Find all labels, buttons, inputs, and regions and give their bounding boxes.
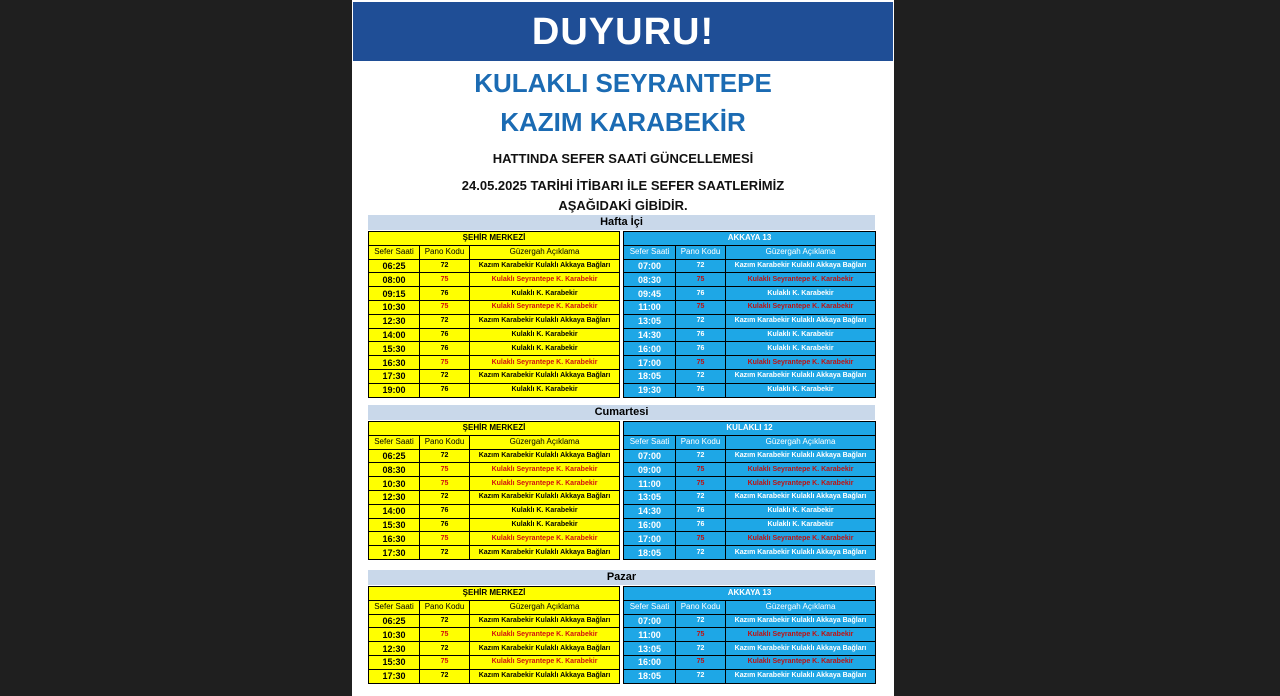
cell-code: 72 <box>420 314 470 328</box>
cell-code: 75 <box>420 477 470 491</box>
cell-desc: Kulaklı K. Karabekir <box>470 328 620 342</box>
cell-time: 09:15 <box>369 287 420 301</box>
column-header-code: Pano Kodu <box>420 600 470 614</box>
cell-desc: Kulaklı Seyrantepe K. Karabekir <box>726 356 876 370</box>
table-header-row <box>624 422 876 436</box>
cell-time: 16:30 <box>369 532 420 546</box>
cell-time: 08:30 <box>624 273 676 287</box>
effective-date-line2: AŞAĞIDAKİ GİBİDİR. <box>558 198 688 213</box>
cell-time: 07:00 <box>624 259 676 273</box>
table-row <box>624 518 876 532</box>
section-title: Cumartesi <box>368 405 875 420</box>
cell-code: 72 <box>676 449 726 463</box>
column-header-code: Pano Kodu <box>676 245 726 259</box>
table-row <box>369 287 620 301</box>
table-row <box>369 655 620 669</box>
cell-code: 72 <box>676 669 726 683</box>
table-row <box>624 628 876 642</box>
cell-time: 11:00 <box>624 628 676 642</box>
cell-desc: Kulaklı Seyrantepe K. Karabekir <box>726 463 876 477</box>
table-row <box>369 369 620 383</box>
cell-code: 75 <box>676 477 726 491</box>
table-row <box>624 477 876 491</box>
table-origin-header: KULAKLI 12 <box>624 422 876 436</box>
column-header-row <box>624 245 876 259</box>
cell-time: 17:30 <box>369 669 420 683</box>
cell-desc: Kazım Karabekir Kulaklı Akkaya Bağları <box>726 314 876 328</box>
table-origin-header: ŞEHİR MERKEZİ <box>369 422 620 436</box>
cell-code: 72 <box>676 614 726 628</box>
cell-code: 75 <box>676 628 726 642</box>
cell-time: 12:30 <box>369 642 420 656</box>
table-row <box>369 342 620 356</box>
cell-code: 76 <box>676 342 726 356</box>
table-row <box>369 477 620 491</box>
table-origin-header: ŞEHİR MERKEZİ <box>369 587 620 601</box>
column-header-row <box>369 245 620 259</box>
cell-time: 11:00 <box>624 300 676 314</box>
cell-code: 75 <box>676 300 726 314</box>
cell-desc: Kulaklı Seyrantepe K. Karabekir <box>470 477 620 491</box>
cell-code: 75 <box>420 463 470 477</box>
schedule-table-destination <box>623 231 876 398</box>
cell-desc: Kulaklı K. Karabekir <box>726 518 876 532</box>
cell-time: 17:30 <box>369 369 420 383</box>
cell-time: 17:00 <box>624 532 676 546</box>
cell-desc: Kulaklı Seyrantepe K. Karabekir <box>726 628 876 642</box>
cell-desc: Kulaklı Seyrantepe K. Karabekir <box>470 356 620 370</box>
cell-code: 76 <box>676 383 726 397</box>
schedule-table-destination <box>623 586 876 684</box>
table-row <box>624 449 876 463</box>
column-header-time: Sefer Saati <box>369 435 420 449</box>
cell-desc: Kazım Karabekir Kulaklı Akkaya Bağları <box>470 614 620 628</box>
table-row <box>624 546 876 560</box>
cell-desc: Kulaklı Seyrantepe K. Karabekir <box>470 532 620 546</box>
table-row <box>624 669 876 683</box>
schedule-table-sehir-merkezi <box>368 231 620 398</box>
table-row <box>369 532 620 546</box>
cell-code: 72 <box>676 259 726 273</box>
table-origin-header: AKKAYA 13 <box>624 232 876 246</box>
cell-code: 76 <box>676 287 726 301</box>
cell-desc: Kazım Karabekir Kulaklı Akkaya Bağları <box>726 449 876 463</box>
cell-code: 75 <box>676 356 726 370</box>
table-row <box>369 642 620 656</box>
cell-desc: Kulaklı Seyrantepe K. Karabekir <box>726 273 876 287</box>
cell-desc: Kazım Karabekir Kulaklı Akkaya Bağları <box>726 259 876 273</box>
column-header-desc: Güzergah Açıklama <box>470 435 620 449</box>
cell-code: 76 <box>420 383 470 397</box>
table-row <box>369 669 620 683</box>
table-row <box>624 287 876 301</box>
cell-time: 13:05 <box>624 642 676 656</box>
cell-desc: Kulaklı K. Karabekir <box>726 287 876 301</box>
cell-desc: Kazım Karabekir Kulaklı Akkaya Bağları <box>470 259 620 273</box>
table-header-row <box>369 422 620 436</box>
cell-desc: Kulaklı K. Karabekir <box>470 342 620 356</box>
cell-desc: Kulaklı K. Karabekir <box>726 328 876 342</box>
cell-desc: Kulaklı K. Karabekir <box>470 504 620 518</box>
announcement-banner: DUYURU! <box>353 2 893 61</box>
section-title: Hafta İçi <box>368 215 875 230</box>
cell-code: 76 <box>420 342 470 356</box>
cell-time: 14:00 <box>369 504 420 518</box>
table-row <box>624 328 876 342</box>
cell-time: 15:30 <box>369 342 420 356</box>
route-title-line1: KULAKLI SEYRANTEPE <box>474 68 772 98</box>
cell-time: 14:00 <box>369 328 420 342</box>
cell-time: 06:25 <box>369 614 420 628</box>
column-header-time: Sefer Saati <box>624 245 676 259</box>
cell-code: 72 <box>420 449 470 463</box>
cell-time: 14:30 <box>624 328 676 342</box>
cell-time: 15:30 <box>369 655 420 669</box>
cell-desc: Kulaklı K. Karabekir <box>726 383 876 397</box>
cell-time: 13:05 <box>624 490 676 504</box>
table-row <box>624 300 876 314</box>
cell-time: 15:30 <box>369 518 420 532</box>
cell-code: 76 <box>420 328 470 342</box>
column-header-desc: Güzergah Açıklama <box>470 600 620 614</box>
table-row <box>624 259 876 273</box>
cell-time: 16:00 <box>624 518 676 532</box>
table-row <box>624 504 876 518</box>
table-row <box>624 490 876 504</box>
cell-time: 13:05 <box>624 314 676 328</box>
cell-desc: Kazım Karabekir Kulaklı Akkaya Bağları <box>470 449 620 463</box>
cell-desc: Kulaklı K. Karabekir <box>726 504 876 518</box>
column-header-time: Sefer Saati <box>624 600 676 614</box>
cell-code: 72 <box>676 490 726 504</box>
table-row <box>624 314 876 328</box>
cell-time: 09:00 <box>624 463 676 477</box>
section-title: Pazar <box>368 570 875 585</box>
column-header-row <box>369 435 620 449</box>
cell-time: 14:30 <box>624 504 676 518</box>
table-row <box>369 614 620 628</box>
table-row <box>369 504 620 518</box>
cell-time: 19:30 <box>624 383 676 397</box>
cell-code: 72 <box>420 669 470 683</box>
cell-time: 08:30 <box>369 463 420 477</box>
cell-time: 16:00 <box>624 655 676 669</box>
cell-code: 76 <box>676 328 726 342</box>
cell-code: 75 <box>420 300 470 314</box>
table-row <box>624 642 876 656</box>
cell-code: 72 <box>420 259 470 273</box>
cell-time: 06:25 <box>369 449 420 463</box>
cell-code: 76 <box>676 518 726 532</box>
cell-time: 19:00 <box>369 383 420 397</box>
cell-desc: Kazım Karabekir Kulaklı Akkaya Bağları <box>726 546 876 560</box>
table-row <box>624 369 876 383</box>
cell-code: 75 <box>420 273 470 287</box>
table-row <box>369 449 620 463</box>
column-header-code: Pano Kodu <box>420 245 470 259</box>
table-row <box>624 383 876 397</box>
table-row <box>624 463 876 477</box>
table-header-row <box>624 587 876 601</box>
table-row <box>369 383 620 397</box>
cell-desc: Kazım Karabekir Kulaklı Akkaya Bağları <box>470 490 620 504</box>
column-header-time: Sefer Saati <box>369 245 420 259</box>
cell-code: 75 <box>420 532 470 546</box>
cell-code: 72 <box>420 490 470 504</box>
cell-code: 76 <box>676 504 726 518</box>
schedule-table-sehir-merkezi <box>368 421 620 560</box>
table-row <box>369 546 620 560</box>
cell-code: 72 <box>676 642 726 656</box>
column-header-desc: Güzergah Açıklama <box>726 245 876 259</box>
column-header-time: Sefer Saati <box>624 435 676 449</box>
cell-time: 17:00 <box>624 356 676 370</box>
cell-desc: Kazım Karabekir Kulaklı Akkaya Bağları <box>726 642 876 656</box>
cell-desc: Kazım Karabekir Kulaklı Akkaya Bağları <box>726 369 876 383</box>
table-row <box>369 314 620 328</box>
column-header-desc: Güzergah Açıklama <box>726 600 876 614</box>
cell-code: 75 <box>676 655 726 669</box>
cell-code: 72 <box>420 642 470 656</box>
cell-time: 18:05 <box>624 546 676 560</box>
cell-desc: Kazım Karabekir Kulaklı Akkaya Bağları <box>470 546 620 560</box>
table-origin-header: AKKAYA 13 <box>624 587 876 601</box>
table-row <box>369 356 620 370</box>
table-row <box>624 532 876 546</box>
table-row <box>624 273 876 287</box>
cell-code: 75 <box>676 273 726 287</box>
cell-time: 07:00 <box>624 449 676 463</box>
column-header-row <box>624 435 876 449</box>
schedule-table-destination <box>623 421 876 560</box>
cell-time: 12:30 <box>369 490 420 504</box>
cell-desc: Kulaklı Seyrantepe K. Karabekir <box>470 628 620 642</box>
cell-code: 75 <box>676 532 726 546</box>
cell-desc: Kulaklı K. Karabekir <box>470 383 620 397</box>
cell-desc: Kazım Karabekir Kulaklı Akkaya Bağları <box>470 642 620 656</box>
cell-time: 10:30 <box>369 300 420 314</box>
cell-desc: Kazım Karabekir Kulaklı Akkaya Bağları <box>726 490 876 504</box>
table-row <box>624 655 876 669</box>
table-row <box>369 628 620 642</box>
column-header-time: Sefer Saati <box>369 600 420 614</box>
cell-time: 18:05 <box>624 369 676 383</box>
table-row <box>369 300 620 314</box>
effective-date-line1: 24.05.2025 TARİHİ İTİBARI İLE SEFER SAATLERİMİZ <box>461 178 785 193</box>
column-header-code: Pano Kodu <box>676 600 726 614</box>
table-origin-header: ŞEHİR MERKEZİ <box>369 232 620 246</box>
table-row <box>624 356 876 370</box>
schedule-section <box>368 570 875 685</box>
column-header-code: Pano Kodu <box>676 435 726 449</box>
announcement-page <box>352 0 894 696</box>
cell-desc: Kulaklı K. Karabekir <box>470 518 620 532</box>
table-row <box>369 328 620 342</box>
cell-desc: Kazım Karabekir Kulaklı Akkaya Bağları <box>470 369 620 383</box>
cell-time: 08:00 <box>369 273 420 287</box>
cell-desc: Kazım Karabekir Kulaklı Akkaya Bağları <box>726 614 876 628</box>
table-row <box>369 463 620 477</box>
cell-time: 06:25 <box>369 259 420 273</box>
cell-time: 10:30 <box>369 628 420 642</box>
cell-time: 17:30 <box>369 546 420 560</box>
column-header-row <box>624 600 876 614</box>
schedule-section <box>368 405 875 561</box>
cell-code: 75 <box>420 655 470 669</box>
cell-time: 11:00 <box>624 477 676 491</box>
route-title-line2: KAZIM KARABEKİR <box>500 107 746 137</box>
cell-desc: Kulaklı K. Karabekir <box>726 342 876 356</box>
column-header-desc: Güzergah Açıklama <box>470 245 620 259</box>
cell-time: 12:30 <box>369 314 420 328</box>
cell-code: 76 <box>420 287 470 301</box>
cell-desc: Kulaklı Seyrantepe K. Karabekir <box>726 477 876 491</box>
column-header-row <box>369 600 620 614</box>
table-row <box>624 342 876 356</box>
cell-desc: Kulaklı Seyrantepe K. Karabekir <box>726 655 876 669</box>
cell-desc: Kulaklı Seyrantepe K. Karabekir <box>726 300 876 314</box>
update-subtitle: HATTINDA SEFER SAATİ GÜNCELLEMESİ <box>492 151 754 166</box>
cell-code: 76 <box>420 518 470 532</box>
cell-time: 18:05 <box>624 669 676 683</box>
cell-desc: Kulaklı Seyrantepe K. Karabekir <box>726 532 876 546</box>
table-row <box>369 490 620 504</box>
cell-code: 72 <box>676 314 726 328</box>
cell-code: 72 <box>676 369 726 383</box>
cell-desc: Kulaklı Seyrantepe K. Karabekir <box>470 655 620 669</box>
schedule-section <box>368 215 875 399</box>
table-row <box>369 273 620 287</box>
cell-desc: Kulaklı K. Karabekir <box>470 287 620 301</box>
cell-code: 76 <box>420 504 470 518</box>
table-header-row <box>624 232 876 246</box>
cell-desc: Kazım Karabekir Kulaklı Akkaya Bağları <box>470 314 620 328</box>
table-row <box>369 259 620 273</box>
cell-code: 72 <box>420 369 470 383</box>
cell-time: 16:30 <box>369 356 420 370</box>
cell-desc: Kulaklı Seyrantepe K. Karabekir <box>470 463 620 477</box>
cell-time: 10:30 <box>369 477 420 491</box>
cell-desc: Kulaklı Seyrantepe K. Karabekir <box>470 273 620 287</box>
cell-time: 07:00 <box>624 614 676 628</box>
column-header-code: Pano Kodu <box>420 435 470 449</box>
cell-desc: Kulaklı Seyrantepe K. Karabekir <box>470 300 620 314</box>
table-header-row <box>369 232 620 246</box>
cell-code: 72 <box>420 614 470 628</box>
table-row <box>624 614 876 628</box>
cell-code: 75 <box>420 628 470 642</box>
schedule-table-sehir-merkezi <box>368 586 620 684</box>
cell-time: 16:00 <box>624 342 676 356</box>
cell-time: 09:45 <box>624 287 676 301</box>
cell-desc: Kazım Karabekir Kulaklı Akkaya Bağları <box>726 669 876 683</box>
cell-code: 72 <box>420 546 470 560</box>
table-row <box>369 518 620 532</box>
cell-code: 75 <box>420 356 470 370</box>
table-header-row <box>369 587 620 601</box>
column-header-desc: Güzergah Açıklama <box>726 435 876 449</box>
cell-code: 75 <box>676 463 726 477</box>
cell-desc: Kazım Karabekir Kulaklı Akkaya Bağları <box>470 669 620 683</box>
cell-code: 72 <box>676 546 726 560</box>
